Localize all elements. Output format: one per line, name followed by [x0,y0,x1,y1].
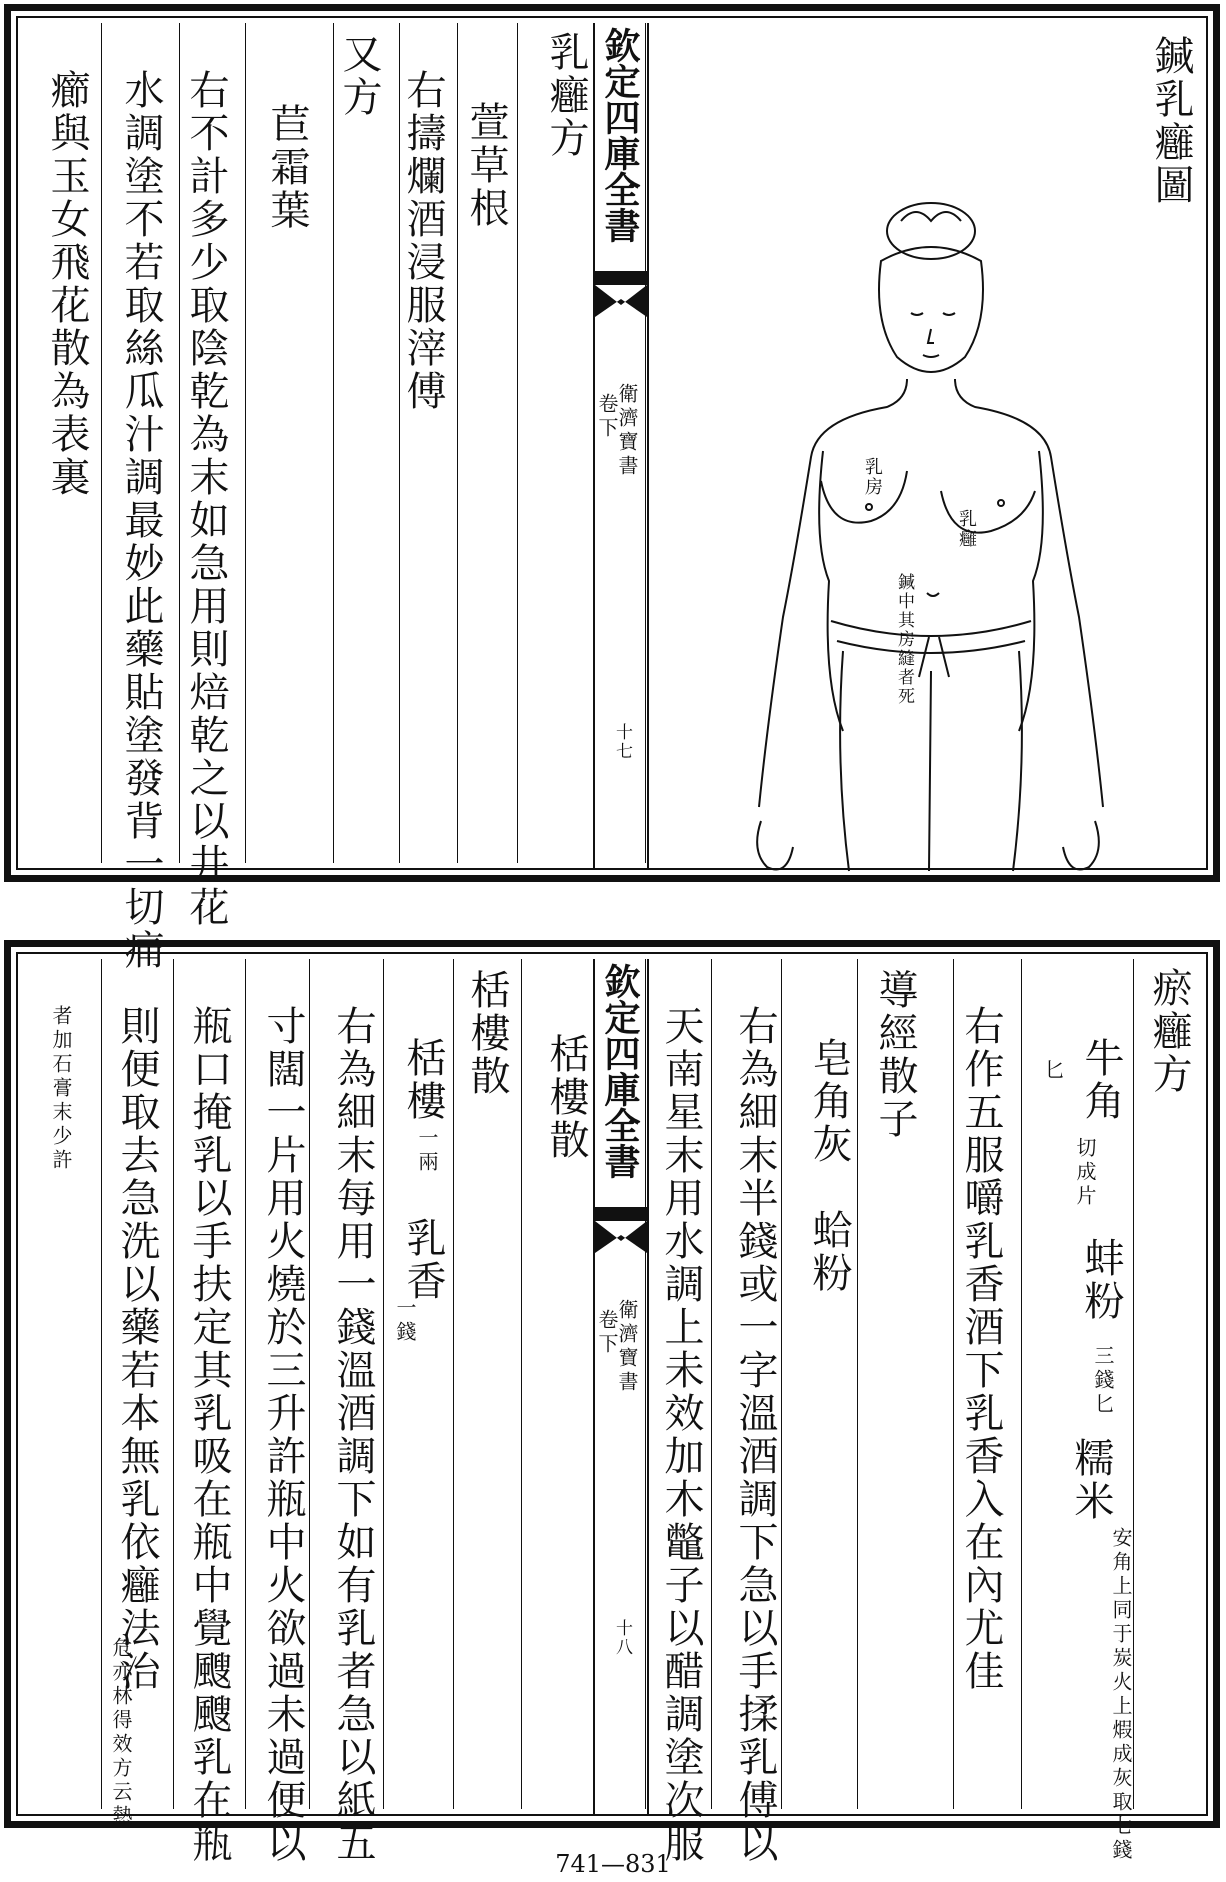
bottom-column-4: 糯米 [1068,1437,1114,1523]
top-column-5: 苣霜葉 [264,103,310,232]
bottom-column-12: 栝樓散 [464,969,510,1098]
top-column-7: 水調塗不若取絲瓜汁調最妙此藥貼塗發背一切痛 [118,69,164,972]
bottom-column-17-note: 危亦林得效方云熱 [109,1637,133,1829]
illustration-title: 鍼乳癰圖 [1148,35,1194,207]
spine-juan: 卷下 [595,1309,619,1357]
figure-illustration [751,201,1111,873]
page-number: 741—831 [555,1850,671,1878]
top-column-8: 癤與玉女飛花散為表裏 [44,69,90,499]
bottom-column-3: 蚌粉 [1078,1237,1124,1323]
bottom-column-16: 瓶口掩乳以手扶定其乳吸在瓶中覺颼颼乳在瓶 [186,1005,232,1865]
bottom-column-10: 天南星末用水調上未效加木鼈子以醋調塗次服 [658,1005,704,1865]
fishtail-mark-icon [595,1207,647,1255]
bottom-column-11: 栝樓散 [543,1033,589,1162]
bottom-column-15: 寸闊一片用火燒於三升許瓶中火欲過未過便以 [260,1005,306,1865]
top-column-2: 萱草根 [463,101,509,230]
bottom-column-17: 則便取去急洗以藥若本無乳依癰法治 [114,1005,160,1693]
bottom-column-1: 瘀癰方 [1146,967,1192,1096]
spine-book: 衛濟寶書 [615,383,639,479]
bottom-column-7: 導經散子 [872,969,918,1141]
illustration-caption: 鍼中其房縫者死 [894,573,914,706]
fishtail-mark-icon [595,271,647,319]
bottom-spine [593,959,649,1815]
bottom-column-13-note: 一兩 [415,1127,439,1175]
label-breast-chamber: 乳房 [862,457,883,497]
spine-title: 欽定四庫全書 [599,27,641,243]
spine-folio: 十七 [612,723,632,761]
bottom-column-2-note: 切成片 [1073,1137,1097,1209]
bottom-column-8: 皂角灰 蛤粉 [806,1037,852,1295]
bottom-column-6: 右作五服嚼乳香酒下乳香入在內尤佳 [958,1005,1004,1693]
bottom-column-2: 牛角 [1078,1037,1124,1123]
top-column-6: 右不計多少取陰乾為末如急用則焙乾之以井花 [183,69,229,929]
bottom-column-5-note: 匕 [1041,1059,1065,1083]
top-column-1: 乳癰方 [543,31,589,160]
bottom-column-13: 栝樓 [400,1037,446,1123]
label-breast-abscess: 乳癰 [956,509,977,549]
bottom-column-13b-note: 一錢 [393,1297,417,1345]
bottom-column-14: 右為細末每用一錢溫酒調下如有乳者急以紙五 [330,1005,376,1865]
top-page [4,4,1220,972]
spine-book: 衛濟寶書 [615,1299,639,1395]
bottom-column-4-note: 安角上同于炭火上煆成灰取七錢 [1109,1527,1133,1863]
spine-juan: 卷下 [595,393,619,441]
top-column-3: 右擣爛酒浸服滓傅 [400,69,446,413]
spine-folio: 十八 [612,1619,632,1657]
bottom-column-3-note: 三錢匕 [1091,1345,1115,1417]
top-spine [593,23,649,869]
bottom-column-13b: 乳香 [400,1217,446,1303]
bottom-column-18-note: 者加石膏末少許 [49,1005,73,1173]
top-column-4: 又方 [336,33,382,119]
spine-title: 欽定四庫全書 [599,963,641,1179]
bottom-column-9: 右為細末半錢或一字溫酒調下急以手揉乳傅以 [732,1005,778,1865]
